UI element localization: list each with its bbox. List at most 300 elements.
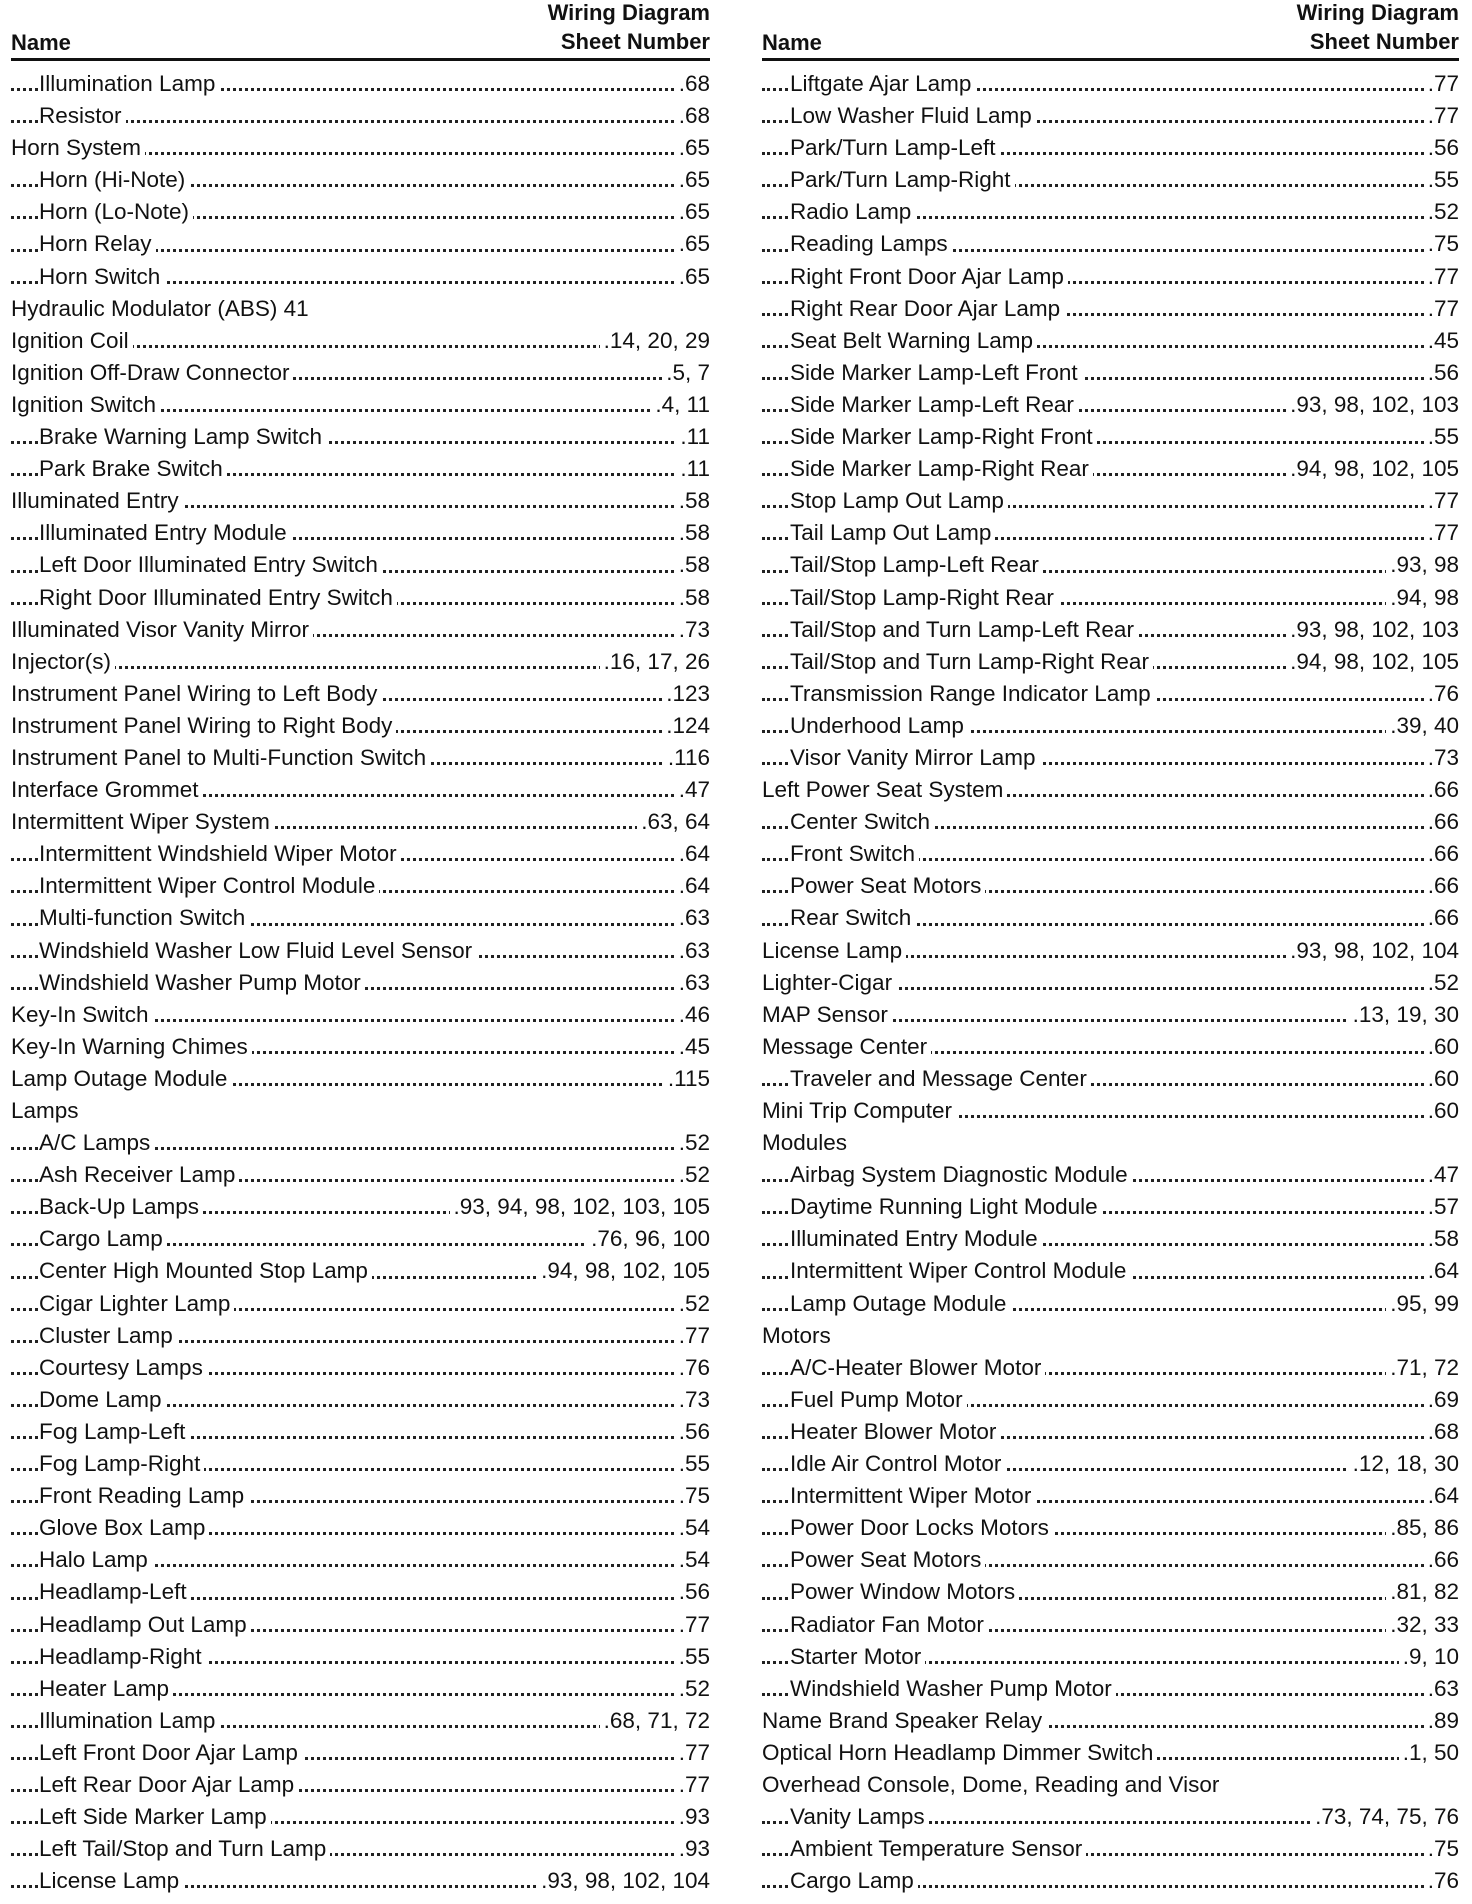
sheet-number: .115: [664, 1063, 710, 1095]
sheet-number: .52: [1424, 967, 1459, 999]
entry-name: Fog Lamp-Right: [39, 1451, 204, 1476]
index-entry: [762, 646, 1459, 678]
entry-name: Center High Mounted Stop Lamp: [39, 1258, 372, 1283]
index-entry: [11, 1063, 710, 1095]
sheet-number: .73, 74, 75, 76: [1311, 1801, 1459, 1833]
sheet-number: .77: [1424, 100, 1459, 132]
sheet-number: .81, 82: [1386, 1576, 1459, 1608]
entry-name: Optical Horn Headlamp Dimmer Switch: [762, 1740, 1157, 1765]
sheet-number: .66: [1424, 1544, 1459, 1576]
entry-name: Left Door Illuminated Entry Switch: [39, 552, 382, 577]
sheet-number: .60: [1424, 1063, 1459, 1095]
sheet-number: .93, 98, 102, 104: [537, 1865, 710, 1897]
index-entry: [762, 999, 1459, 1031]
index-entry: [762, 164, 1459, 196]
index-entry: [11, 1416, 710, 1448]
index-entry: [11, 549, 710, 581]
column-header: [762, 0, 1459, 61]
sheet-number: .77: [1424, 68, 1459, 100]
index-entry: [762, 1031, 1459, 1063]
index-entry: [11, 1512, 710, 1544]
entry-name: Overhead Console, Dome, Reading and Visor: [762, 1772, 1223, 1797]
entry-name: Windshield Washer Pump Motor: [39, 970, 365, 995]
index-entry: [762, 1705, 1459, 1737]
index-entry: [762, 228, 1459, 260]
sheet-number: .71, 72: [1386, 1352, 1459, 1384]
entry-name: Resistor: [39, 103, 126, 128]
sheet-number: .60: [1424, 1095, 1459, 1127]
index-entry: [762, 1191, 1459, 1223]
index-entry: [11, 485, 710, 517]
sheet-number: .56: [1424, 132, 1459, 164]
entry-name: Interface Grommet: [11, 777, 203, 802]
entry-name: Right Rear Door Ajar Lamp: [790, 296, 1064, 321]
sheet-number: .52: [675, 1673, 710, 1705]
index-entry: [762, 678, 1459, 710]
entry-name: Left Front Door Ajar Lamp: [39, 1740, 302, 1765]
entry-name: Side Marker Lamp-Right Front: [790, 424, 1097, 449]
sheet-number: .75: [675, 1480, 710, 1512]
index-entry: [762, 421, 1459, 453]
index-entry: [762, 1641, 1459, 1673]
index-entry: [762, 1288, 1459, 1320]
sheet-number-heading: [548, 0, 710, 56]
entry-name: Mini Trip Computer: [762, 1098, 956, 1123]
index-entry: [11, 1641, 710, 1673]
index-entry: [11, 68, 710, 100]
index-entry: [11, 453, 710, 485]
sheet-number: .75: [1424, 228, 1459, 260]
index-entry: [11, 870, 710, 902]
index-entry: [762, 293, 1459, 325]
sheet-number: .57: [1424, 1191, 1459, 1223]
sheet-number: .76: [1424, 678, 1459, 710]
sheet-number: .52: [675, 1127, 710, 1159]
index-entry: [762, 1769, 1459, 1801]
entry-name: Motors: [762, 1323, 835, 1348]
entry-name: Side Marker Lamp-Left Rear: [790, 392, 1078, 417]
sheet-number: .11: [676, 421, 710, 453]
entry-name: Windshield Washer Low Fluid Level Sensor: [39, 938, 476, 963]
sheet-number: .66: [1424, 806, 1459, 838]
sheet-number: .47: [1424, 1159, 1459, 1191]
sheet-number: .63: [1424, 1673, 1459, 1705]
column-header: [11, 0, 710, 61]
index-entry: [11, 582, 710, 614]
sheet-number: .63: [675, 967, 710, 999]
sheet-number: .85, 86: [1386, 1512, 1459, 1544]
sheet-number: .77: [1424, 293, 1459, 325]
sheet-number: .94, 98, 102, 105: [1286, 646, 1459, 678]
sheet-number: .77: [1424, 261, 1459, 293]
entry-name: Horn (Hi-Note): [39, 167, 189, 192]
entry-name: Intermittent Wiper Control Module: [790, 1258, 1130, 1283]
name-heading: Name: [11, 30, 71, 55]
sheet-number: .93: [675, 1833, 710, 1865]
entry-name: Courtesy Lamps: [39, 1355, 207, 1380]
sheet-number: .1, 50: [1399, 1737, 1459, 1769]
index-entry: [11, 1288, 710, 1320]
entry-name: Right Door Illuminated Entry Switch: [39, 585, 397, 610]
sheet-number: .47: [675, 774, 710, 806]
entry-name: Left Side Marker Lamp: [39, 1804, 271, 1829]
index-entry: [762, 582, 1459, 614]
sheet-number: .66: [1424, 870, 1459, 902]
entry-name: Traveler and Message Center: [790, 1066, 1091, 1091]
sheet-number: .77: [675, 1769, 710, 1801]
sheet-number: .46: [675, 999, 710, 1031]
index-entry: [762, 132, 1459, 164]
entry-name: Radiator Fan Motor: [790, 1612, 988, 1637]
entry-name: Glove Box Lamp: [39, 1515, 209, 1540]
index-entry: [11, 1801, 710, 1833]
sheet-heading-line2: Sheet Number: [560, 29, 710, 54]
entry-name: Intermittent Wiper Motor: [790, 1483, 1035, 1508]
entry-name: Windshield Washer Pump Motor: [790, 1676, 1116, 1701]
sheet-number: .94, 98: [1386, 582, 1459, 614]
sheet-number: .52: [675, 1288, 710, 1320]
entry-name: Key-In Switch: [11, 1002, 153, 1027]
entry-name: Cargo Lamp: [790, 1868, 918, 1893]
sheet-number: .55: [675, 1641, 710, 1673]
index-entry: [762, 1544, 1459, 1576]
entry-name: Power Door Locks Motors: [790, 1515, 1053, 1540]
sheet-number: .13, 19, 30: [1349, 999, 1459, 1031]
sheet-number: .45: [675, 1031, 710, 1063]
index-entry: [762, 1352, 1459, 1384]
sheet-number: .65: [675, 196, 710, 228]
sheet-number: .58: [675, 582, 710, 614]
sheet-number: .12, 18, 30: [1349, 1448, 1459, 1480]
sheet-number: .9, 10: [1399, 1641, 1459, 1673]
index-column-right: [762, 0, 1459, 1897]
sheet-number: .14, 20, 29: [600, 325, 710, 357]
index-entry: [11, 1769, 710, 1801]
entry-name: Left Tail/Stop and Turn Lamp: [39, 1836, 330, 1861]
index-entry: [11, 1352, 710, 1384]
sheet-number: .58: [675, 485, 710, 517]
entry-name: Vanity Lamps: [790, 1804, 929, 1829]
entry-name: Left Rear Door Ajar Lamp: [39, 1772, 298, 1797]
entry-name: Transmission Range Indicator Lamp: [790, 681, 1155, 706]
sheet-number: .64: [675, 838, 710, 870]
sheet-number: .124: [662, 710, 710, 742]
sheet-number: .54: [675, 1512, 710, 1544]
entry-name: Low Washer Fluid Lamp: [790, 103, 1036, 128]
entry-name: Center Switch: [790, 809, 934, 834]
index-entry: [11, 614, 710, 646]
sheet-number: .76, 96, 100: [587, 1223, 710, 1255]
entry-name: Stop Lamp Out Lamp: [790, 488, 1008, 513]
entry-name: Intermittent Wiper Control Module: [39, 873, 379, 898]
index-entry: [762, 1223, 1459, 1255]
index-entry: [762, 196, 1459, 228]
entry-name: Left Power Seat System: [762, 777, 1007, 802]
sheet-number: .73: [1424, 742, 1459, 774]
entry-name: Instrument Panel to Multi-Function Switch: [11, 745, 430, 770]
sheet-number: .93, 98, 102, 103: [1286, 389, 1459, 421]
entry-name: Seat Belt Warning Lamp: [790, 328, 1037, 353]
entry-name: Side Marker Lamp-Right Rear: [790, 456, 1093, 481]
sheet-number: .55: [675, 1448, 710, 1480]
sheet-heading-line1: Wiring Diagram: [1296, 0, 1459, 25]
sheet-number: .73: [675, 614, 710, 646]
sheet-number: .76: [675, 1352, 710, 1384]
index-entry: [762, 838, 1459, 870]
entry-name: Fog Lamp-Left: [39, 1419, 189, 1444]
entry-name: Power Seat Motors: [790, 873, 985, 898]
sheet-number: .65: [675, 164, 710, 196]
entry-name: Radio Lamp: [790, 199, 915, 224]
entry-name: Idle Air Control Motor: [790, 1451, 1005, 1476]
index-entry: [762, 1737, 1459, 1769]
entry-name: Visor Vanity Mirror Lamp: [790, 745, 1040, 770]
index-entry: [11, 1833, 710, 1865]
index-entry: [762, 68, 1459, 100]
entry-name: Right Front Door Ajar Lamp: [790, 264, 1068, 289]
entry-name: Cargo Lamp: [39, 1226, 167, 1251]
entry-name: Headlamp-Left: [39, 1579, 191, 1604]
entry-name: Park/Turn Lamp-Right: [790, 167, 1015, 192]
entry-name: MAP Sensor: [762, 1002, 892, 1027]
entry-name: Tail/Stop and Turn Lamp-Right Rear: [790, 649, 1153, 674]
index-entry: [11, 710, 710, 742]
entry-name: Headlamp Out Lamp: [39, 1612, 251, 1637]
entry-name: Dome Lamp: [39, 1387, 166, 1412]
index-entry: [762, 1255, 1459, 1287]
entry-name: Ignition Switch: [11, 392, 160, 417]
entry-name: License Lamp: [762, 938, 906, 963]
index-entry: [11, 1609, 710, 1641]
entry-name: Horn Relay: [39, 231, 156, 256]
entry-name: Lighter-Cigar: [762, 970, 896, 995]
entry-name: Ambient Temperature Sensor: [790, 1836, 1086, 1861]
index-entry: [11, 1223, 710, 1255]
entry-name: Headlamp-Right: [39, 1644, 206, 1669]
entry-name: Ignition Coil: [11, 328, 133, 353]
index-entry: [762, 774, 1459, 806]
index-entry: [762, 1801, 1459, 1833]
index-entry: [762, 100, 1459, 132]
entry-name: Reading Lamps: [790, 231, 952, 256]
index-entry: [11, 132, 710, 164]
index-entry: [762, 325, 1459, 357]
sheet-number: .63: [675, 935, 710, 967]
index-entry: [11, 1320, 710, 1352]
index-entry: [762, 1416, 1459, 1448]
index-entries: [762, 68, 1459, 1897]
sheet-number: .68: [1424, 1416, 1459, 1448]
index-entry: [762, 1609, 1459, 1641]
entry-name: Power Window Motors: [790, 1579, 1019, 1604]
index-entry: [762, 742, 1459, 774]
index-entry: [762, 261, 1459, 293]
entry-name: Illumination Lamp: [39, 71, 219, 96]
index-entry: [11, 1095, 710, 1127]
sheet-number: .89: [1424, 1705, 1459, 1737]
entry-name: Instrument Panel Wiring to Left Body: [11, 681, 381, 706]
index-entry: [11, 935, 710, 967]
sheet-number: .56: [675, 1416, 710, 1448]
index-entry: [11, 1384, 710, 1416]
index-entry: [11, 293, 710, 325]
sheet-number: .56: [1424, 357, 1459, 389]
index-entry: [11, 999, 710, 1031]
index-entry: [11, 774, 710, 806]
entry-name: Lamps: [11, 1098, 83, 1123]
index-entry: [11, 1127, 710, 1159]
entry-name: Multi-function Switch: [39, 905, 249, 930]
entry-name: Halo Lamp: [39, 1547, 152, 1572]
entry-name: Horn Switch: [39, 264, 164, 289]
sheet-number: .69: [1424, 1384, 1459, 1416]
index-entry: [11, 389, 710, 421]
sheet-number: .16, 17, 26: [600, 646, 710, 678]
index-entry: [11, 228, 710, 260]
index-entry: [11, 1576, 710, 1608]
sheet-number: .77: [1424, 517, 1459, 549]
index-entry: [762, 935, 1459, 967]
index-entry: [762, 806, 1459, 838]
sheet-number: .60: [1424, 1031, 1459, 1063]
entry-name: Ignition Off-Draw Connector: [11, 360, 293, 385]
index-entry: [762, 1127, 1459, 1159]
index-entry: [11, 196, 710, 228]
entry-name: Tail/Stop Lamp-Right Rear: [790, 585, 1058, 610]
sheet-number: .52: [675, 1159, 710, 1191]
sheet-number: .77: [675, 1320, 710, 1352]
index-entry: [11, 325, 710, 357]
sheet-number: .93: [675, 1801, 710, 1833]
entry-name: Fuel Pump Motor: [790, 1387, 967, 1412]
sheet-number: .66: [1424, 902, 1459, 934]
entry-name: Intermittent Wiper System: [11, 809, 274, 834]
entry-name: Intermittent Windshield Wiper Motor: [39, 841, 401, 866]
sheet-number: .68: [675, 68, 710, 100]
sheet-number: .56: [675, 1576, 710, 1608]
index-entry: [11, 1480, 710, 1512]
index-entry: [11, 357, 710, 389]
index-entry: [11, 1191, 710, 1223]
index-entry: [762, 1480, 1459, 1512]
entry-name: Tail Lamp Out Lamp: [790, 520, 995, 545]
name-heading: Name: [762, 30, 822, 55]
index-entry: [762, 1384, 1459, 1416]
index-entry: [762, 902, 1459, 934]
index-entry: [11, 967, 710, 999]
entry-name: Heater Blower Motor: [790, 1419, 1000, 1444]
sheet-number: .58: [675, 517, 710, 549]
index-entry: [762, 710, 1459, 742]
sheet-number: .94, 98, 102, 105: [537, 1255, 710, 1287]
index-entry: [762, 549, 1459, 581]
entry-name: Heater Lamp: [39, 1676, 173, 1701]
entry-name: Airbag System Diagnostic Module: [790, 1162, 1132, 1187]
index-entry: [11, 164, 710, 196]
sheet-number: .45: [1424, 325, 1459, 357]
entry-name: Illuminated Entry: [11, 488, 183, 513]
sheet-number: .11: [676, 453, 710, 485]
entry-name: Illuminated Visor Vanity Mirror: [11, 617, 313, 642]
index-entry: [762, 870, 1459, 902]
entry-name: A/C-Heater Blower Motor: [790, 1355, 1045, 1380]
index-entry: [11, 421, 710, 453]
index-entry: [762, 1095, 1459, 1127]
entry-name: Front Reading Lamp: [39, 1483, 248, 1508]
index-entry: [762, 517, 1459, 549]
sheet-number: .93, 98, 102, 104: [1286, 935, 1459, 967]
index-entry: [762, 453, 1459, 485]
entry-name: Daytime Running Light Module: [790, 1194, 1102, 1219]
index-entry: [11, 100, 710, 132]
index-entry: [11, 1865, 710, 1897]
sheet-number: .77: [675, 1737, 710, 1769]
entry-name: Message Center: [762, 1034, 931, 1059]
entry-name: Horn System: [11, 135, 145, 160]
sheet-number: .66: [1424, 838, 1459, 870]
sheet-number: .64: [675, 870, 710, 902]
sheet-number: .65: [675, 228, 710, 260]
entry-name: Lamp Outage Module: [11, 1066, 231, 1091]
index-entry: [762, 357, 1459, 389]
sheet-number: .75: [1424, 1833, 1459, 1865]
sheet-number: .93, 98, 102, 103: [1286, 614, 1459, 646]
index-entry: [762, 389, 1459, 421]
index-entry: [11, 1705, 710, 1737]
index-entry: [11, 646, 710, 678]
index-entry: [11, 1448, 710, 1480]
index-entry: [11, 1737, 710, 1769]
index-entry: [11, 742, 710, 774]
sheet-number: .4, 11: [651, 389, 710, 421]
entry-name: Key-In Warning Chimes: [11, 1034, 252, 1059]
index-entry: [11, 806, 710, 838]
sheet-number: .54: [675, 1544, 710, 1576]
sheet-number: .65: [675, 132, 710, 164]
index-entry: [762, 1865, 1459, 1897]
entry-name: Cluster Lamp: [39, 1323, 177, 1348]
index-entry: [11, 1159, 710, 1191]
entry-name: Illumination Lamp: [39, 1708, 219, 1733]
entry-name: Ash Receiver Lamp: [39, 1162, 239, 1187]
entry-name: Side Marker Lamp-Left Front: [790, 360, 1082, 385]
entry-name: Horn (Lo-Note): [39, 199, 193, 224]
sheet-number: .116: [664, 742, 710, 774]
index-entry: [11, 1544, 710, 1576]
entry-name: Lamp Outage Module: [790, 1291, 1010, 1316]
index-entry: [762, 1673, 1459, 1705]
sheet-number: .68, 71, 72: [600, 1705, 710, 1737]
index-entry: [762, 1320, 1459, 1352]
sheet-number: .77: [675, 1609, 710, 1641]
sheet-number: .123: [662, 678, 710, 710]
entry-name: Instrument Panel Wiring to Right Body: [11, 713, 396, 738]
index-entry: [11, 838, 710, 870]
sheet-number: .64: [1424, 1255, 1459, 1287]
index-entry: [11, 1031, 710, 1063]
entry-name: Cigar Lighter Lamp: [39, 1291, 234, 1316]
sheet-number: .39, 40: [1386, 710, 1459, 742]
index-column-left: [11, 0, 710, 1897]
sheet-number: .52: [1424, 196, 1459, 228]
index-entry: [11, 1255, 710, 1287]
index-entry: [762, 967, 1459, 999]
entry-name: Park/Turn Lamp-Left: [790, 135, 1000, 160]
sheet-number: .55: [1424, 421, 1459, 453]
sheet-number: .95, 99: [1386, 1288, 1459, 1320]
sheet-number: .73: [675, 1384, 710, 1416]
index-entry: [11, 261, 710, 293]
